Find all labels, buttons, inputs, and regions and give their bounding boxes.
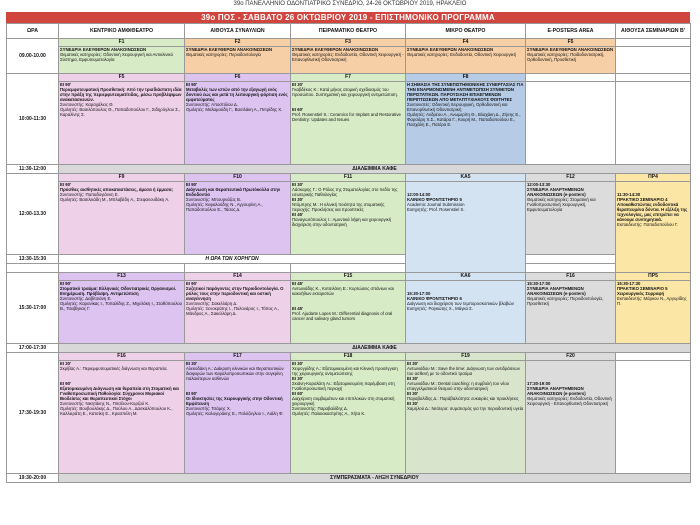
session-code	[616, 39, 691, 47]
session-cell: ΕΙ 30' Αλεκοδάκη Α.: Διάκριση κλινικών και Θεραπευτικών διαφορών των Κεφαλοπροσωπικών στην συγκρίνη παλαιότερων ασθενών ΕΙ 90' Οι Ιδιοκτησίες της Χειρουργικής στην Οδοντική Εμφύτευση Συντονιστής: Τσάμης Χ. Ομιλητές: Καλογεράκης Ε., Πολύζογλου Ι., Λιάλη Φ.	[185, 361, 291, 474]
session-code: F19	[406, 353, 526, 361]
session-code: F16	[526, 273, 616, 281]
empty-cell	[185, 264, 291, 273]
coffee-break-band: ΔΙΑΛΕΙΜΜΑ ΚΑΦΕ	[59, 165, 691, 174]
session-cell: ΕΙ 90' Περιεμφυτευματική Προσθετική: Από την τρισδιάστατη ιδέα στην πράξη της περιεμφυτευματίτιδας, μέσω προβλέψιμων ανακατασκευών. Συντονιστής: Καραχάλιος Θ. Ομιλητές: Βασιλόπουλος Θ., Παπαδοπούλου Γ., Σιδηρόγλου Σ., Καραλίνης Σ.	[59, 82, 185, 165]
col-header-time: ΩΡΑ	[7, 24, 59, 39]
session-code: F20	[526, 353, 616, 361]
session-cell: ΣΥΝΕΔΡΙΑ ΕΛΕΥΘΕΡΩΝ ΑΝΑΚΟΙΝΩΣΕΩΝ Θεματικές κατηγορίες: Ενδοδοντία, Οδοντική Χειρουργική	[406, 47, 526, 74]
session-cell: 17:30-19:00 ΣΥΝΕΔΡΙΑ ΑΝΑΡΤΗΜΕΝΩΝ ΑΝΑΚΟΙΝΩΣΕΩΝ (e-posters) Θεματικές κατηγορίες: Ενδοδοντία, Οδοντική Χειρουργική - Επανορθωτική Οδοντιατρική	[526, 361, 616, 474]
session-cell: Η ΣΗΜΑΣΙΑ ΤΗΣ ΣΥΝΕΠΙΣΤΗΜΟΝΙΚΗΣ ΣΥΝΕΡΓΑΣΙΑΣ ΓΙΑ ΤΗΝ ΕΝΑΡΜΟΝΙΣΜΕΝΗ ΑΝΤΙΜΕΤΩΠΙΣΗ ΣΥΝΘΕΤΩΝ ΠΕΡΙΣΤΑΤΙΚΩΝ. ΠΑΡΟΥΣΙΑΣΗ ΕΠΙΛΕΓΜΕΝΩΝ ΠΕΡΙΠΤΩΣΕΩΝ ΑΠΟ ΜΕΤΑΠΤΥΧΙΑΚΟΥΣ ΦΟΙΤΗΤΕΣ Συντονιστές: Οδοντική Χειρουργική, Ορθοδοντική και Επανορθωτική Οδοντιατρική Ομιλητές: Ανδρέου Α., Ανωμερίτη Θ., Βλαχάκη Δ., Ζήσης Ε., Φαρσάρη Χ.Σ., Κατάρα Γ., Κουρή Μ., Παπαδοπούλου Ε., Πασχάλη Ε., Πατέρα Ε.	[406, 82, 526, 165]
code-row	[7, 74, 691, 82]
session-cell: 15:30-17:00 ΣΥΝΕΔΡΙΑ ΑΝΑΡΤΗΜΕΝΩΝ ΑΝΑΚΟΙΝΩΣΕΩΝ (e-posters) Θεματικές κατηγορίες: Περιοδοντολογία, Προσθετική	[526, 281, 616, 344]
empty-cell	[526, 264, 616, 273]
break-row	[7, 165, 691, 174]
closing-band: ΣΥΜΠΕΡΑΣΜΑΤΑ - ΛΗΞΗ ΣΥΝΕΔΡΙΟΥ	[59, 474, 691, 483]
time-slot: 13:30-15:30	[7, 255, 59, 264]
session-cell: ΣΥΝΕΔΡΙΑ ΕΛΕΥΘΕΡΩΝ ΑΝΑΚΟΙΝΩΣΕΩΝ Θεματικές κατηγορίες: Ενδοδοντία, Οδοντική Χειρουργική - Επανορθωτική Οδοντιατρική	[291, 47, 406, 74]
session-code: KA5	[406, 174, 526, 182]
session-cell: ΕΙ 90' Στοματικό τραύμα: Ελληνικές Οδοντιατρικές Οργανισμοί. Ενημέρωση. Πρόβλεψη. Αντιμετώπιση Συντονιστής: Δαβίτσιάνη Ε. Ομιλητές: Καρανίκας Ι., Τοπαλίδης Ζ., Μιχελάκη Ι., Σταθόπουλου Β., Τσαβίγκας Γ.	[59, 281, 185, 344]
empty-cell	[616, 82, 691, 165]
session-code: F4	[406, 39, 526, 47]
session-code: ΠΡ4	[616, 174, 691, 182]
col-header-small-theatre: ΜΙΚΡΟ ΘΕΑΤΡΟ	[406, 24, 526, 39]
sponsor-hour-band: Η ΩΡΑ ΤΩΝ ΧΟΡΗΓΩΝ	[59, 255, 406, 264]
code-row	[7, 39, 691, 47]
time-slot: 10:00-11:30	[7, 74, 59, 165]
session-cell: 12:00-13:30 ΣΥΝΕΔΡΙΑ ΑΝΑΡΤΗΜΕΝΩΝ ΑΝΑΚΟΙΝΩΣΕΩΝ (e-posters) Θεματικές κατηγορίες: Στοματική και Γναθοπροσωπική Χειρουργική, Εμφυτευματολογία	[526, 182, 616, 255]
session-cell: 15:30-17:00 ΚΛΙΝΙΚΟ ΦΡΟΝΤΙΣΤΗΡΙΟ 6 Διάγνωση και διαχείριση των τεμποροσκοπικών βλαβών Εισηγητές: Ραγκώτης Χ., Μάγκα Σ.	[406, 281, 526, 344]
empty-cell	[59, 264, 185, 273]
session-cell: 15:30-17:30 ΠΡΑΚΤΙΚΟ ΣΕΜΙΝΑΡΙΟ 5 Χειρουργικός Συρραφή Εκπαιδευτής: Μάρκου Ν., Αργυρίδης Π.	[616, 281, 691, 344]
session-row	[7, 361, 691, 474]
session-cell: ΕΙ 45' Αντωνιάδης Κ., Κοτσιλάνη Ε.: Κυρτώσεις σπάνιων και κακοήθων εκταριστών ΕΙ 45' Prof. Ajudarte Lopes M.: Differential diagnosis of oral cancer and salivary gland tumors	[291, 281, 406, 344]
session-code: ΠΡ5	[616, 273, 691, 281]
time-slot: 17:00-17:30	[7, 344, 59, 353]
session-cell: ΕΙ 30' Λάσκαρης Γ.: Ο Ρόλος της Στοματολογίας στο πεδίο της εσωτερικής Παθολογίας ΕΙ 30' Ντόμπρης Μ.: Η κλινική ποιότητα της στοματικής περιοχής: Προκλήσεις και προοπτικές ΕΙ 45' Παναγιωτόπουλος Ι.: Αμυντικά λήψη και χειρουργική διαχείριση στην οδοντιατρική	[291, 182, 406, 255]
time-slot: 19:30-20:00	[7, 474, 59, 483]
session-code: F2	[185, 39, 291, 47]
break-row	[7, 344, 691, 353]
time-slot: 15:30-17:00	[7, 273, 59, 344]
session-code: F3	[291, 39, 406, 47]
empty-cell	[526, 82, 616, 165]
session-row	[7, 47, 691, 74]
session-code: F18	[291, 353, 406, 361]
session-cell: ΕΙ 90' Συζητικοί παράγοντες στην Περιοδοντολογία. Ο ρόλος τους στην περιοδοντική και οστική αναγέννηση Συντονιστής: Σακελλάρη Δ. Ομιλητές: Ξενοκράτης Ι., Πολονάρος Ι., Τόπος Α., Μάνδρος Α., Σακελλάρη Δ.	[185, 281, 291, 344]
page-title: 39ο ΠΟΣ - ΣΑΒΒΑΤΟ 26 ΟΚΤΩΒΡΙΟΥ 2019 - ΕΠΙΣΤΗΜΟΝΙΚΟ ΠΡΟΓΡΑΜΜΑ	[6, 12, 690, 23]
coffee-break-band: ΔΙΑΛΕΙΜΜΑ ΚΑΦΕ	[59, 344, 691, 353]
session-cell: ΕΙ 90' Διάγνωση και Θεραπευτικά Πρωτόκολλα στην Ενδοδοντία Συντονιστής: Μπουρνάζος Β. Ομιλητές: Κεφαλούδης Ν., Αγγουρίνη Α., Παπαδοπούλου Ε., Τάσος Δ.	[185, 182, 291, 255]
empty-cell	[291, 264, 406, 273]
empty-cell	[616, 361, 691, 474]
col-header-experimental-theatre: ΠΕΙΡΑΜΑΤΙΚΟ ΘΕΑΤΡΟ	[291, 24, 406, 39]
time-slot: 11:30-12:00	[7, 165, 59, 174]
empty-cell	[7, 264, 59, 273]
time-slot: 17:30-19:30	[7, 353, 59, 474]
col-header-eposters: E-POSTERS AREA	[526, 24, 616, 39]
session-code: F14	[185, 273, 291, 281]
time-slot: 12:00-13.30	[7, 174, 59, 255]
session-code	[616, 353, 691, 361]
session-code: F5	[526, 39, 616, 47]
session-cell: 11:30-14:30 ΠΡΑΚΤΙΚΟ ΣΕΜΙΝΑΡΙΟ 4 Αποκαθιστώντας ενδοδοντικά θεραπευμένα δόντια. Η εξέλιξη της τεχνολογίας, μας επιτρέπει να κάνουμε συντηρητικά. Εκπαιδευτής: Παπαδοπούλου Γ.	[616, 182, 691, 273]
closing-row	[7, 474, 691, 483]
session-code: F15	[291, 273, 406, 281]
session-cell: ΕΙ 30' Γκαβδέκος Κ.: Κατά μήκος ατομική σχεδιασμός του προσώπου. Συστηματική και χειρουργική αντιμετώπιση. ΕΙ 60' Prof. Rosenstiel S.: Ceramics for Implant and Restorative Dentistry: Updates and Issues	[291, 82, 406, 165]
session-code: KA6	[406, 273, 526, 281]
session-cell: 12:00-14:00 ΚΛΙΝΙΚΟ ΦΡΟΝΤΙΣΤΗΡΙΟ 5 Academic Journal Submission Εισηγητής: Prof. Rosenstiel S.	[406, 182, 526, 273]
session-cell: ΣΥΝΕΔΡΙΑ ΕΛΕΥΘΕΡΩΝ ΑΝΑΚΟΙΝΩΣΕΩΝ Θεματικές κατηγορίες: Παιδοδοντιατρική, Ορθοδοντική, Προσθετική	[526, 47, 616, 74]
session-code: F8	[406, 74, 526, 82]
col-header-main-amphitheatre: ΚΕΝΤΡΙΚΟ ΑΜΦΙΘΕΑΤΡΟ	[59, 24, 185, 39]
schedule-table	[6, 23, 691, 483]
session-code: F16	[59, 353, 185, 361]
code-row	[7, 353, 691, 361]
session-code: F17	[185, 353, 291, 361]
col-header-seminar-room: ΑΙΘΟΥΣΑ ΣΕΜΙΝΑΡΙΩΝ Β'	[616, 24, 691, 39]
sponsor-row	[7, 255, 691, 264]
session-code: F5	[59, 74, 185, 82]
column-header-row	[7, 24, 691, 39]
time-slot: 09.00-10.00	[7, 39, 59, 74]
code-row	[7, 273, 691, 281]
session-code: F6	[185, 74, 291, 82]
session-row	[7, 281, 691, 344]
session-code: F10	[185, 174, 291, 182]
session-code: F9	[59, 174, 185, 182]
session-code: F12	[526, 174, 616, 182]
session-cell: ΕΙ 90' Μεταβολές των ιστών από την εξαγωγή ενός δοντιού έως και μετά τη λειτουργική φόρτιση ενός εμφυτεύματος Συντονιστής: Αποστόλου Δ. Ομιλητές: Μαλαμούδη Γ., Βασιλάκη Α., Πετρίδης Χ.	[185, 82, 291, 165]
session-cell: ΕΙ 30' Αντωνιάδου Μ.: Save the time: Διάγνωση των αντιδράσεων του ασθενή με το οδοντικό τραύμα ΕΙ 30' Αντωνιάδου Μ.: Dental coaching: η συμβολή του νέου επαγγελματικού θεσμού στην οδοντιατρική ΕΙ 30' Παραβαλίδης Δ.: Παράβαλιότητα: ευκαιρίες και προκλήσεις ΕΙ 30' Χαμηλού Δ.: Νεότερα: συματισμός για την περιοδοντική υγεία	[406, 361, 526, 474]
col-header-concert-hall: ΑΙΘΟΥΣΑ ΣΥΝΑΥΛΙΩΝ	[185, 24, 291, 39]
session-row	[7, 182, 691, 255]
session-cell: ΣΥΝΕΔΡΙΑ ΕΛΕΥΘΕΡΩΝ ΑΝΑΚΟΙΝΩΣΕΩΝ Θεματικές κατηγορίες: Οδοντική Χειρουργική και Αντικλινικό Σύστημα, Εμφυτευματολογία	[59, 47, 185, 74]
session-code	[616, 74, 691, 82]
document-header-line: 39ο ΠΑΝΕΛΛΗΝΙΟ ΟΔΟΝΤΙΑΤΡΙΚΟ ΣΥΝΕΔΡΙΟ, 24-26 ΟΚΤΩΒΡΙΟΥ 2019, ΗΡΑΚΛΕΙΟ	[233, 1, 467, 7]
session-cell: ΣΥΝΕΔΡΙΑ ΕΛΕΥΘΕΡΩΝ ΑΝΑΚΟΙΝΩΣΕΩΝ Θεματικές κατηγορίες: Περιοδοντολογία	[185, 47, 291, 74]
spacer-row	[7, 264, 691, 273]
session-code: F1	[59, 39, 185, 47]
session-cell: ΕΙ 30' Χειρογρίδης Α.: Εξατομικευμένη και Κλινική προσέγγιση της χειρουργικής αντιμετώπισης ΕΙ 30' Σκιάνη-Καραλάτη Αι.: Εξατομικευμένη παρέμβαση στη Γναθοπροσωπική περιοχή ΕΙ 60' Διαχείριση συμβαμάτων και επιπλοκών στη στοματική χειρουργική Συντονιστής: Παραβαλίδης Δ. Ομιλητές: Παλαιοκαστρίτης Α., Χήτα Κ.	[291, 361, 406, 474]
session-code: F11	[291, 174, 406, 182]
session-code: F13	[59, 273, 185, 281]
empty-cell	[616, 47, 691, 74]
session-row	[7, 82, 691, 165]
session-code	[526, 74, 616, 82]
session-code: F7	[291, 74, 406, 82]
empty-cell	[526, 255, 616, 264]
session-cell: ΕΙ 90' Πρόσθιες αισθητικές αποκαταστάσεις, άμεσα ή έμμεσα; Συντονιστής: Παπαδογιάννη Ε. Ομιλητές: Βασιλειάδη Μ., Μπλαβέδη Α., Στεφανουδάκη Α.	[59, 182, 185, 255]
code-row	[7, 174, 691, 182]
session-cell: ΕΙ 30' Σκρίβας Α.: Περιεμφυτευματικές διάγνωση και Θεραπεία. ΕΙ 90' Εξατομικευμένη Διάγνωση και θεραπεία στη Στοματική και Γναθοπροσωπική Παθολογία: Σύγχρονοι Μοριακοί Βιοδείκτες και Θεραπευτικοί Στόχοι Συντονιστής: Νικητάκης Ν., Πιτσίλου-Κορζού Κ. Ομιλητές: Βουβουλάκης Δ., Πούλου Α., Δασκαλόπουλου Κ., Καλλιεράτη Ε., Κατσίκη Ε., Κρασπέλη Μ.	[59, 361, 185, 474]
